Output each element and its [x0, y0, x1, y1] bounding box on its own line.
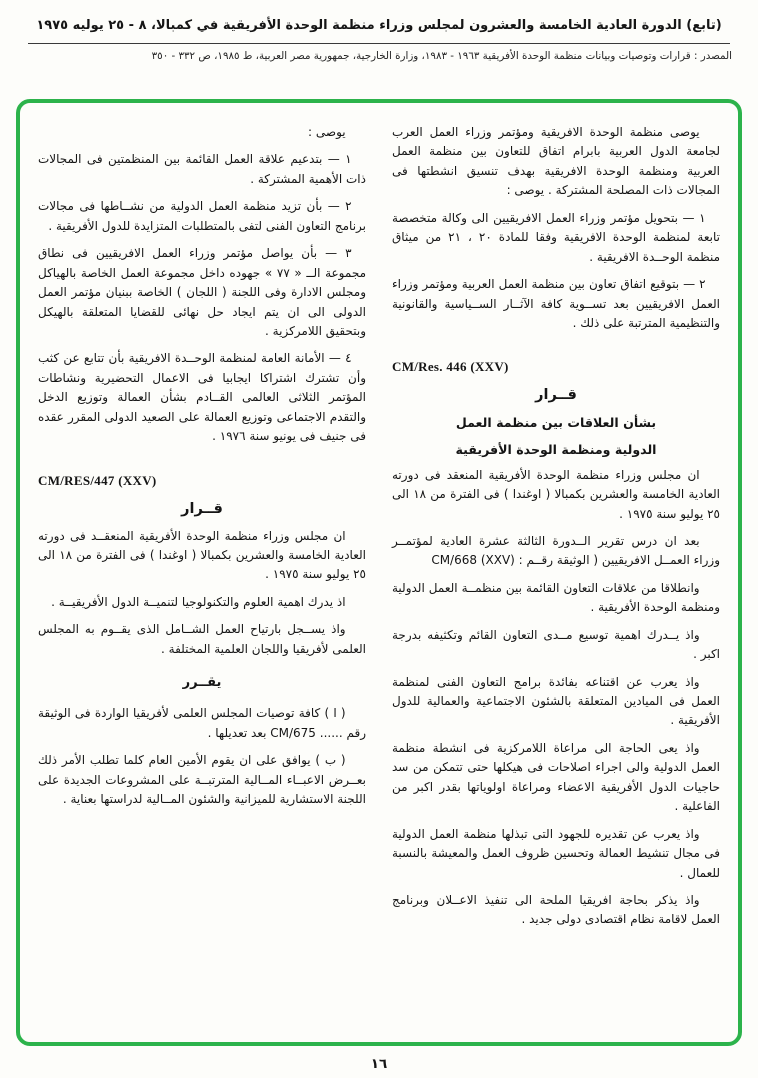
numbered-item: ٣ — بأن يواصل مؤتمر وزراء العمل الافريقيين فى نطاق مجموعة الــ « ٧٧ » جهوده داخل مجموعة العمل الخاصة بالهياكل ومجلس الادارة وفى اللجنة ( اللجان ) الخاصة ببنيان مؤتمر العمل الدولى الى ان يتم ايجاد حل نهائى للقضايا المتعلقة بالهيكل وبتحقيق اللامركزية . — [38, 246, 366, 338]
numbered-item: ١ — بتحويل مؤتمر وزراء العمل الافريقيين الى وكالة متخصصة تابعة لمنظمة الوحدة الافريقية وفقا للمادة ٢٠ ، ٢١ من ميثاق منظمة الوحــدة الافريقية . — [392, 210, 720, 264]
paragraph: واذ يعى الحاجة الى مراعاة اللامركزية فى انشطة منظمة العمل الدولية والى اجراء اصلاحات فى هيكلها حتى تتمكن من سد حاجيات الدول الأفريقية الاعضاء ومراعاة اولوياتها بقدر اكبر من الفاعلية . — [392, 740, 720, 814]
resolution-title: قــرار — [181, 500, 223, 517]
paragraph: وانطلاقا من علاقات التعاون القائمة بين منظمــة العمل الدولية ومنظمة الوحدة الأفريقية . — [392, 580, 720, 615]
column-left — [38, 123, 366, 1028]
paragraph: واذ يعرب عن اقتناعه بفائدة برامج التعاون الفنى لمنظمة العمل فى الميادين المتعلقة بالشئون الاجتماعية والعمالية للدول الأفريقية . — [392, 674, 720, 728]
paragraph: ان مجلس وزراء منظمة الوحدة الأفريقية المنعقد فى دورته العادية الخامسة والعشرين بكمبالا ( اوغندا ) فى الفترة من ١٨ الى ٢٥ يوليو سنة ١٩٧٥ . — [392, 467, 720, 521]
paragraph: واذ يعرب عن تقديره للجهود التى تبذلها منظمة العمل الدولية فى مجال تنشيط العمالة وتحسين ظروف العمل والمعيشة بالنسبة للعمال . — [392, 826, 720, 880]
resolution-subtitle: بشأن العلاقات بين منظمة العمل — [455, 415, 657, 431]
source-citation: المصدر : قرارات وتوصيات وبيانات منظمة الوحدة الأفريقية ١٩٦٣ - ١٩٨٣، وزارة الخارجية، جمهورية مصر العربية، ط ١٩٨٥، ص ٣٣٢ - ٣٥٠ — [151, 49, 732, 62]
resolution-title: قــرار — [535, 387, 577, 404]
numbered-item: ٢ — بأن تزيد منظمة العمل الدولية من نشــاطها فى مجالات برنامج التعاون الفنى لتفى بالمتطلبات المتزايدة للدول الأفريقية . — [38, 199, 366, 233]
document-reference: CM/Res. 446 (XXV) — [392, 359, 509, 375]
header-divider — [28, 43, 730, 44]
paragraph: اذ يدرك اهمية العلوم والتكنولوجيا لتنميــة الدول الأفريقيــة . — [51, 594, 346, 609]
document-reference: CM/RES/447 (XXV) — [38, 472, 157, 488]
paragraph: بعد ان درس تقرير الــدورة الثالثة عشرة العادية لمؤتمــر وزراء العمــل الافريقيين ( الوثيقة رقــم : CM/668 (XXV) — [392, 533, 720, 568]
recommendation-intro: يوصى منظمة الوحدة الافريقية ومؤتمر وزراء العمل العرب لجامعة الدول العربية بابرام اتفاق للتعاون بين منظمة العمل العربية ومنظمة الوحدة الافريقية بهدف تنسيق انشطتها فى المجالات ذات المصلحة المشتركة . يوصى : — [392, 125, 720, 198]
column-right — [392, 123, 720, 1028]
paragraph: واذ يذكر بحاجة افريقيا الملحة الى تنفيذ الاعــلان وبرنامج العمل لاقامة نظام اقتصادى دولى جديد . — [392, 892, 720, 927]
recommendation-intro: يوصى : — [308, 125, 346, 139]
lettered-item: ( ب ) يوافق على ان يقوم الأمين العام كلما تطلب الأمر ذلك بعــرض الاعبــاء المــالية المترتبــة على المشروعات الجديدة على اللجنة الاستشارية للميزانية والشئون المــالية لدراستها بعناية . — [38, 753, 366, 806]
two-column-layout — [38, 123, 720, 1028]
numbered-item: ١ — بتدعيم علاقة العمل القائمة بين المنظمتين فى المجالات ذات الأهمية المشتركة . — [38, 152, 366, 186]
resolution-subtitle: الدولية ومنظمة الوحدة الأفريقية — [455, 441, 657, 457]
decides-heading: يقــرر — [182, 675, 222, 691]
paragraph: واذ يــدرك اهمية توسيع مــدى التعاون القائم وتكثيفه بدرجة اكبر . — [392, 627, 720, 662]
content-frame — [16, 99, 742, 1046]
paragraph: واذ يســجل بارتياح العمل الشــامل الذى يقــوم به المجلس العلمى لأفريقيا واللجان العلمية المختلفة . — [38, 622, 366, 656]
page-number: ١٦ — [370, 1056, 388, 1072]
paragraph: ان مجلس وزراء منظمة الوحدة الأفريقية المنعقــد فى دورته العادية الخامسة والعشرين بكمبالا ( اوغندا ) فى الفترة من ١٨ الى ٢٥ يوليو سنة ١٩٧٥ . — [38, 528, 366, 582]
page-header — [0, 0, 758, 64]
session-title: (تابع) الدورة العادية الخامسة والعشرون لمجلس وزراء منظمة الوحدة الأفريقية في كمبالا، ٨ - ٢٥ يوليه ١٩٧٥ — [36, 18, 722, 33]
numbered-item: ٢ — بتوقيع اتفاق تعاون بين منظمة العمل العربية ومؤتمر وزراء العمل الافريقيين بعد تســوية كافة الآثــار الســياسية والقانونية والتنظيمية المترتبة على ذلك . — [392, 277, 720, 330]
lettered-item: ( ا ) كافة توصيات المجلس العلمى لأفريقيا الواردة فى الوثيقة رقم ...... CM/675 بعد تعديلها . — [38, 706, 366, 740]
numbered-item: ٤ — الأمانة العامة لمنظمة الوحــدة الافريقية بأن تتابع عن كثب وأن تشترك اشتراكا ايجابيا فى الاعمال التحضيرية ونشاطات المؤتمر الثلاثى العالمى القــادم بشأن العمالة وتوزيع الدخل والتقدم الاجتماعى وتوزيع العمالة على الصعيد الدولى المقرر عقده فى جنيف فى يونيو سنة ١٩٧٦ . — [38, 351, 366, 444]
